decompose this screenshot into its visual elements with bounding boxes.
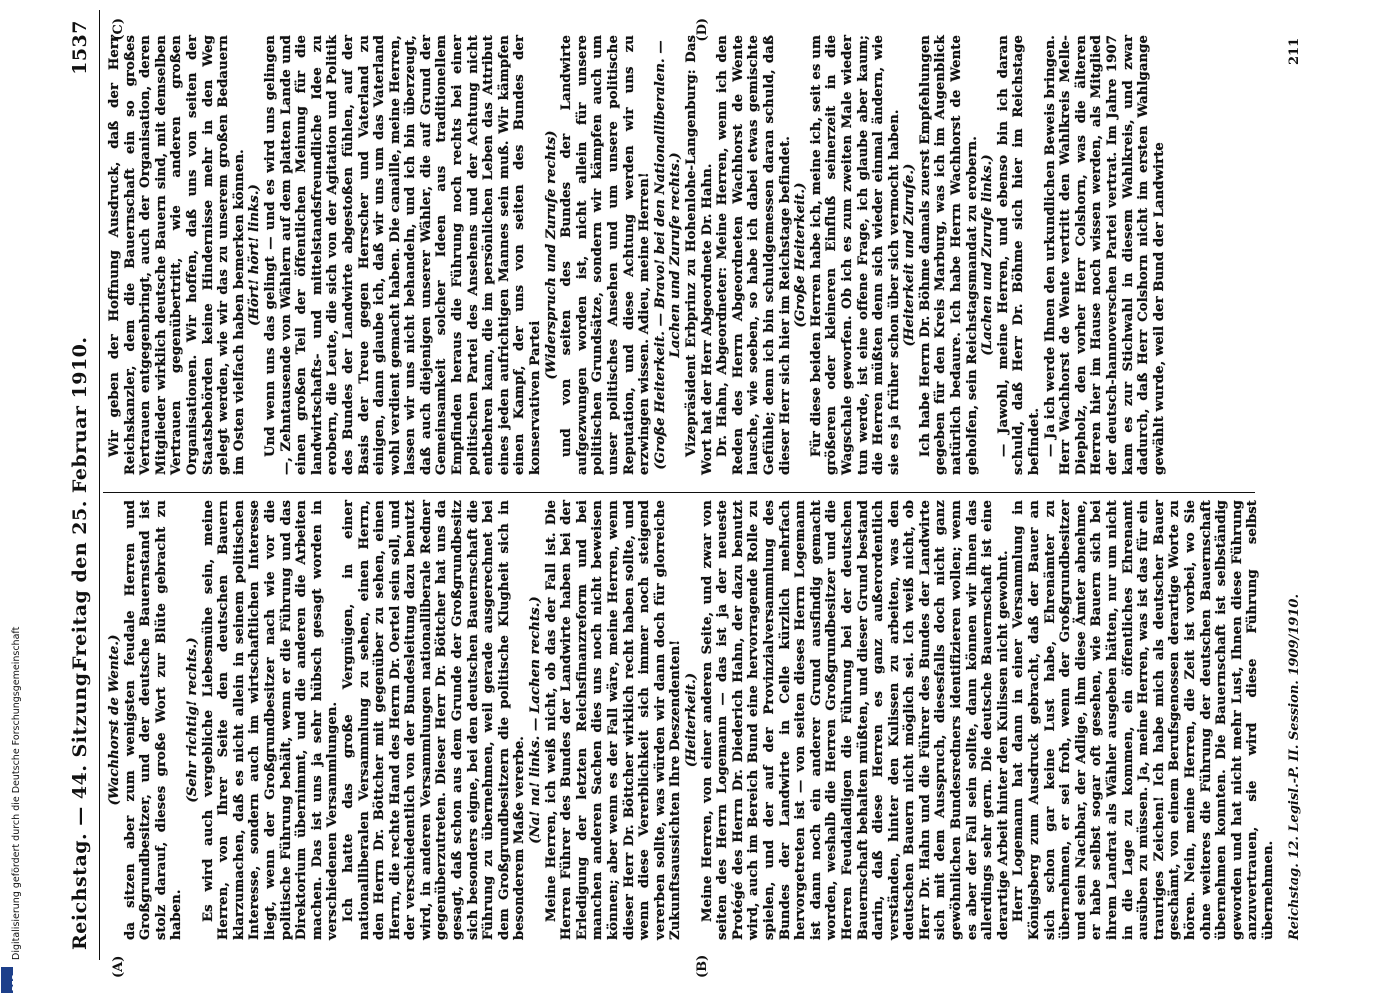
page-header <box>63 0 97 1000</box>
margin-marker-b: (B) <box>695 954 710 978</box>
paragraph: Meine Herren, von einer anderen Seite, und zwar von seiten des Herrn Logemann — das ist ja der neueste Protégé des Herrn Dr. Diederich Hahn, der dazu benutzt wird, auch im Bereich Bund eine hervorragende Rolle zu spielen, und der auf der Provinzialversammlung des Bundes der Landwirte in Celle kürzlich mehrfach hervorgetreten ist — von seiten dieses Herrn Logemann ist dann noch ein anderer Grund ausfindig gemacht worden, weshalb die Herren Großgrundbesitzer und die Herren Feudaladligen die Führung bei der deutschen Bauernschaft behalten müßten, und dieser Grund bestand darin, daß diese Herren es ganz außerordentlich verständen, hinter den Kulissen zu arbeiten, was den deutschen Bauern nicht möglich sei. Ich weiß nicht, ob Herr Dr. Hahn und die Führer des Bundes der Landwirte sich mit dem Ausspruch, diesesfalls doch nicht ganz gewöhnlichen Bundesredners identifizieren wollen; wenn es aber der Fall sein sollte, dann können wir ihnen das allerdings sehr gern. Die deutsche Bauernschaft ist eine derartige Arbeit hinter den Kulissen nicht gewohnt. <box>699 500 1011 940</box>
stage-direction: (Wachhorst de Wente.) <box>107 634 122 806</box>
stage-direction: (Widerspruch und Zurufe rechts) <box>543 130 559 380</box>
paragraph: Meine Herren, ich weiß nicht, ob das der Fall ist. Die Herren Führer des Bundes der Landwirte haben bei der Erledigung der letzten Reichsfinanzreform und bei manchen anderen Sachen dies uns noch nicht beweisen können; aber wenn es der Fall wäre, meine Herren, wenn dieser Herr Dr. Böttcher wirklich recht haben sollte, und wenn diese Vererblichkeit sich immer noch steigend vererben sollte, was würden wir dann doch für glorreiche Zukunftsaussichten Ihre Deszendenten! <box>543 500 684 940</box>
footer-page-number: 211 <box>1287 37 1302 65</box>
stage-direction: (Na! na! links. — Lachen rechts.) <box>528 596 544 844</box>
stage-direction: (Große Heiterkeit. — Bravo! bei den Nationalliberalen. — Lachen und Zurufe rechts.) <box>652 40 684 470</box>
paragraph: Ich habe Herrn Dr. Böhme damals zuerst Empfehlungen gegeben für den Kreis Marburg, was ich im Augenblick natürlich bedaure. Ich habe Herrn Wachhorst de Wente geholfen, sein Reichstagsmandat zu erobern. <box>917 35 980 475</box>
stage-direction: (Lachen und Zurufe links.) <box>980 154 996 356</box>
margin-marker-d: (D) <box>695 18 710 42</box>
stage-direction: (Heiterkeit.) <box>683 672 699 768</box>
stage-direction: (Hört! hört! links.) <box>247 184 263 326</box>
paragraph: da sitzen aber zum wenigsten feudale Herren und Großgrundbesitzer, und der deutsche Bauernstand ist stolz darauf, dieses große Wort zur Blüte gebracht zu haben. <box>122 500 185 940</box>
paragraph: — Ja ich werde Ihnen den urkundlichen Beweis bringen. Herr Wachhorst de Wente vertritt den Wahlkreis Melle-Diepholz, den vorher Herr Colshorn, was die älteren Herren hier im Hause noch wissen werden, als Mitglied der deutsch-hannoverschen Partei vertrat. Im Jahre 1907 kam es zur Stichwahl in diesem Wahlkreis, und zwar dadurch, daß Herr Colshorn nicht im ersten Wahlgange gewählt wurde, weil der Bund der Landwirte <box>1042 35 1167 475</box>
paragraph: — Jawohl, meine Herren, und ebenso bin ich daran schuld, daß Herr Dr. Böhme sich hier im Reichstage befindet. <box>995 35 1043 475</box>
stage-direction: (Heiterkeit und Zurufe.) <box>902 163 918 347</box>
scanned-page <box>55 0 1345 1000</box>
header-page-number: 1537 <box>69 20 91 75</box>
header-rule <box>99 10 100 960</box>
paragraph: Es wird auch vergebliche Liebesmühe sein, meine Herren, von Ihrer Seite den deutschen Bauern klarzumachen, daß es nicht allein in seinem politischen Interesse, sondern auch im wirtschaftlichen Interesse liegt, wenn der Großgrundbesitzer nach wie vor die politische Führung behält, wenn er die Führung und das Direktorium übernimmt, und die anderen die Arbeiten machen. Das ist uns ja sehr hübsch gesagt worden in verschiedenen Versammlungen. <box>200 500 341 940</box>
right-column <box>107 35 1167 475</box>
margin-marker-a: (A) <box>111 955 126 978</box>
stage-direction: (Große Heiterkeit.) <box>793 182 809 328</box>
dfg-logo-text: DFG <box>11 974 19 991</box>
stage-direction: (Sehr richtig! rechts.) <box>184 637 200 803</box>
dfg-strip <box>0 0 22 1000</box>
paragraph: Vizepräsident Erbprinz zu Hohenlohe-Langenburg: Das Wort hat der Herr Abgeordnete Dr. Hahn. <box>683 35 715 475</box>
left-column <box>107 500 1277 940</box>
column-divider <box>103 492 1255 493</box>
paragraph: Und wenn uns das gelingt — und es wird uns gelingen —, Zehntausende von Wählern auf dem platten Lande und einen großen Teil der öffentlichen Meinung für die landwirtschafts- und mittelstandsfreundliche Idee zu erobern, die Leute, die sich von der Agitation und Politik des Bundes der Landwirte abgestoßen fühlen, auf der Basis der Treue gegen Herrscher und Vaterland zu einigen, dann glaube ich, daß wir uns um das Vaterland wohl verdient gemacht haben. Die canaille, meine Herren, lassen wir uns nicht behandeln, und ich bin überzeugt, daß auch diejenigen unserer Wähler, die auf Grund der Gemeinsamkeit solcher Ideen aus traditionellem Empfinden heraus die Führung noch rechts bei einer politischen Partei des Ansehens und der Achtung nicht entbehren kann, die im persönlichen Leben das Attribut eines jeden aufrichtigen Mannes sein muß. Wir kämpfen einen Kampf, der uns von seiten des Bundes der konservativen Partei <box>262 35 544 475</box>
paragraph: Für diese beiden Herren habe ich, meine ich, seit es um größeren oder kleineren Einfluß seinerzeit in die Wagschale geworfen. Ob ich es zum zweiten Male wieder tun werde, ist eine offene Frage, ich glaube aber kaum; die Herren müßten denn sich wieder einmal ändern, wie sie es ja früher schon über sich vermocht haben. <box>808 35 902 475</box>
paragraph: Herr Logemann hat dann in einer Versammlung in Königsberg zum Ausdruck gebracht, daß der Bauer an sich schon gar keine Lust habe, Ehrenämter zu übernehmen, er sei froh, wenn der Großgrundbesitzer und sein Nachbar, der Adlige, ihm diese Ämter abnehme, er habe selbst sogar oft gesehen, wie Bauern sich bei ihrem Landrat als Wähler ausgeben hätten, nur um nicht in die Lage zu kommen, ein öffentliches Ehrenamt ausüben zu müssen. Ja, meine Herren, was ist das für ein trauriges Zeichen! Ich habe mich als deutscher Bauer geschämt, von einem Berufsgenossen derartige Worte zu hören. Nein, meine Herren, die Zeit ist vorbei, wo Sie ohne weiteres die Führung der deutschen Bauernschaft übernehmen konnten. Die Bauernschaft ist selbständig geworden und hat nicht mehr Lust, Ihnen diese Führung anzuvertrauen, sie wird diese Führung selbst übernehmen. <box>1011 500 1276 940</box>
dfg-credit-text: Digitalisierung gefördert durch die Deutsche Forschungsgemeinschaft <box>11 626 22 960</box>
paragraph: und von seiten des Bundes der Landwirte aufgezwungen worden ist, nicht allein für unsere politischen Grundsätze, sondern wir kämpfen auch um unser politisches Ansehen und um unsere politische Reputation, und diese Achtung werden wir uns zu erzwingen wissen. Adieu, meine Herren! <box>559 35 653 475</box>
page-footer <box>1287 20 1302 940</box>
paragraph: Wir geben der Hoffnung Ausdruck, daß der Herr Reichskanzler, dem die Bauernschaft ein so großes Vertrauen entgegenbringt, auch der Organisation, deren Mitglieder wirklich deutsche Bauern sind, mit demselben Vertrauen gegenübertritt, wie anderen großen Organisationen. Wir hoffen, daß uns von seiten der Staatsbehörden keine Hindernisse mehr in den Weg gelegt werden, wie wir das zu unserem großen Bedauern im Osten vielfach haben bemerken können. <box>107 35 247 475</box>
dfg-logo <box>1 967 19 993</box>
footer-legislature: Reichstag. 12. Legisl.-P. II. Session. 1909/1910. <box>1287 594 1302 940</box>
paragraph: Ich hatte das große Vergnügen, in einer nationalliberalen Versammlung zu sehen, einen Herrn, den Herrn Dr. Böttcher mit gegenüber zu sehen, einen Herrn, die rechte Hand des Herrn Dr. Oertel sein soll, und der verschiedentlich von der Bundesleitung dazu benutzt wird, in anderen Versammlungen nationalliberale Redner gegenüberzutreten. Dieser Herr Dr. Böttcher hat uns da gesagt, daß schon aus dem Grunde der Großgrundbesitz sich besonders eigne, bei den deutschen Bauernschaft die Führung zu übernehmen, weil gerade ausgerechnet bei dem Großgrundbesitzern die politische Klugheit sich in besonderem Maße vererbe. <box>340 500 528 940</box>
margin-marker-c: (C) <box>111 18 126 41</box>
header-date: Freitag den 25. Februar 1910. <box>69 336 91 670</box>
header-session: Reichstag. — 44. Sitzung. <box>69 665 91 950</box>
speaker-paragraph: Dr. Hahn, Abgeordneter: Meine Herren, wenn ich den Reden des Herrn Abgeordneten Wachhorst de Wente lausche, wie soeben, so habe ich dabei etwas gemischte Gefühle; denn ich bin schuldgemessen daran schuld, daß dieser Herr sich hier im Reichstage befindet. <box>715 35 793 475</box>
